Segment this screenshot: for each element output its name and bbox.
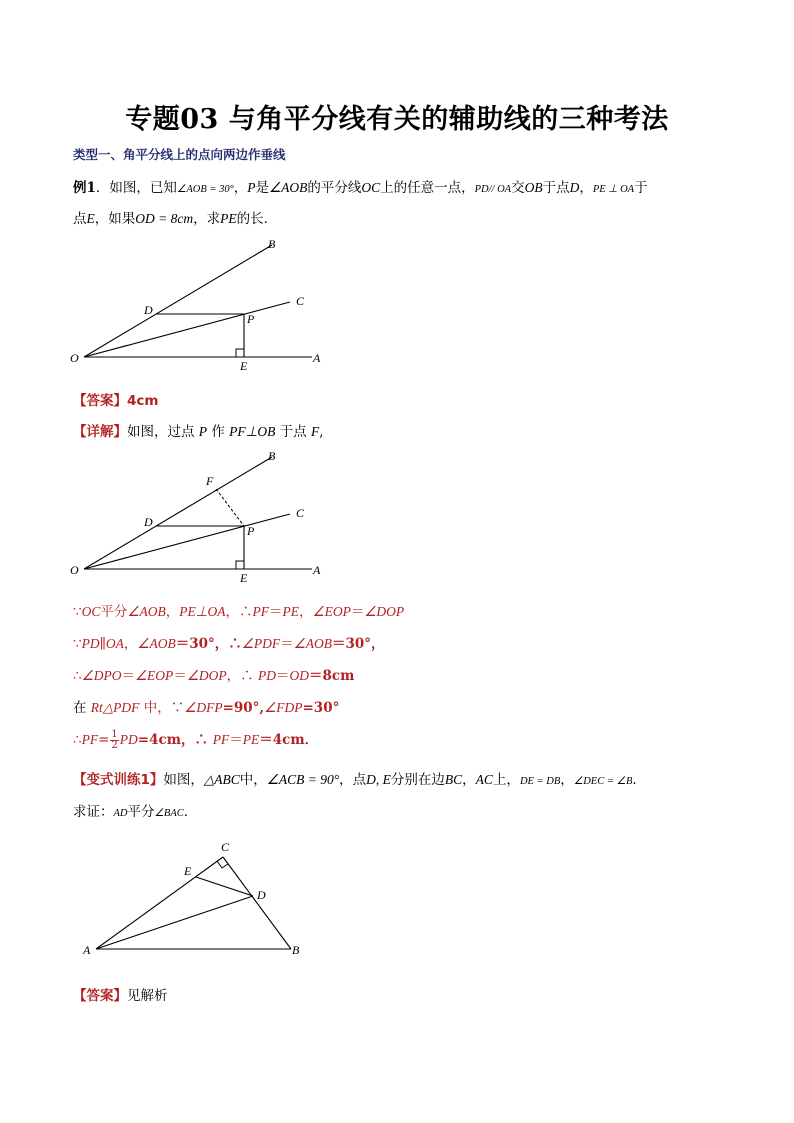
fraction-one-half: $\frac{1}{2}$ [111, 729, 118, 751]
section-heading: 类型一、角平分线上的点向两边作垂线 [73, 147, 286, 162]
label-A: A [313, 351, 321, 365]
label-D: D [257, 888, 266, 902]
label-D: D [144, 515, 153, 529]
label-D: D [144, 303, 153, 317]
figure-1 [60, 235, 350, 375]
label-E: E [184, 864, 192, 878]
example1-line1: 例1．如图，已知∠AOB = 30°，P是∠AOB的平分线OC上的任意一点，PD// OA交OB于点D，PE ⊥ OA于 [73, 180, 648, 196]
answer1: 【答案】4cm [73, 393, 159, 409]
label-B: B [292, 943, 300, 957]
figure-3 [78, 835, 318, 965]
label-B: B [268, 449, 276, 463]
label-E: E [240, 359, 248, 373]
variant1-line1: 【变式训练1】如图，△ABC中，∠ACB = 90°，点D, E分别在边BC，AC上，DE = DB，∠DEC = ∠B． [73, 772, 646, 788]
figure-2 [60, 447, 350, 587]
label-A: A [83, 943, 91, 957]
solution-line-1: ∵OC平分∠AOB，PE⊥OA，∴PF＝PE，∠EOP＝∠DOP [73, 604, 405, 620]
label-B: B [268, 237, 276, 251]
solution-line-3: ∴∠DPO＝∠EOP＝∠DOP，∴ PD＝OD＝8cm [73, 668, 355, 684]
page-title: 专题03 与角平分线有关的辅助线的三种考法 [125, 104, 669, 135]
label-O: O [70, 563, 79, 577]
solution-line-4: 在 Rt△PDF 中，∵∠DFP=90°,∠FDP=30° [73, 700, 340, 716]
label-O: O [70, 351, 79, 365]
solution-line-5: ∴PF= $\frac{1}{2}$ PD=4cm，∴ PF＝PE＝4cm． [73, 729, 319, 751]
label-P: P [247, 312, 255, 326]
variant1-line2: 求证：AD平分∠BAC． [73, 804, 198, 820]
label-C: C [296, 294, 305, 308]
label-A: A [313, 563, 321, 577]
label-C: C [221, 840, 230, 854]
example1-line2: 点E，如果OD = 8cm，求PE的长． [73, 211, 278, 227]
label-C: C [296, 506, 305, 520]
label-E: E [240, 571, 248, 585]
label-F: F [206, 474, 214, 488]
answer2: 【答案】见解析 [73, 988, 168, 1004]
detail1: 【详解】如图，过点 P 作 PF⊥OB 于点 F, [73, 424, 324, 440]
label-P: P [247, 524, 255, 538]
solution-line-2: ∵PD∥OA，∠AOB＝30°，∴∠PDF＝∠AOB＝30°， [73, 636, 385, 652]
